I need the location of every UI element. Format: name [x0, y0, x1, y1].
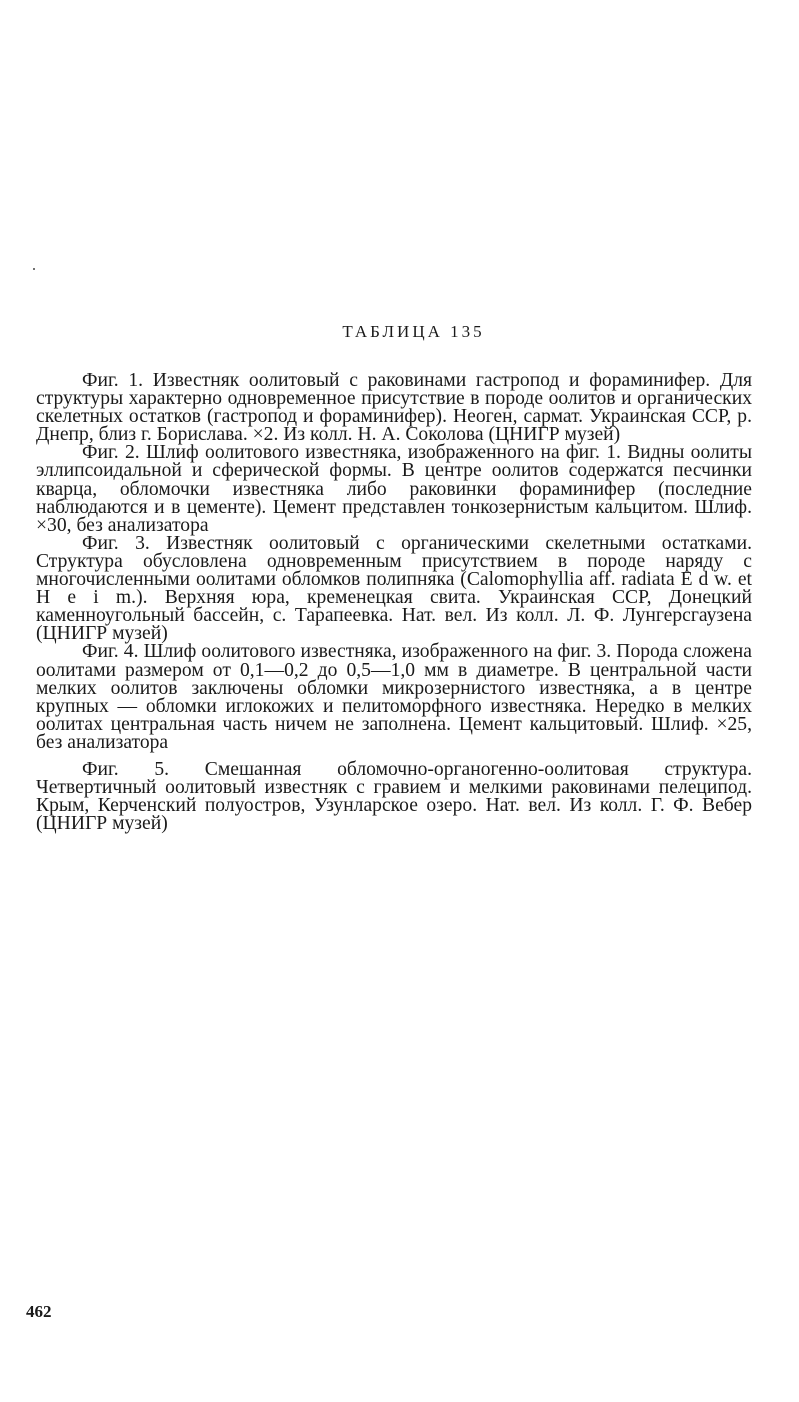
table-title: ТАБЛИЦА 135: [342, 322, 485, 341]
print-speck: [33, 268, 35, 270]
figure-caption-2: Фиг. 2. Шлиф оолитового известняка, изображенного на фиг. 1. Видны оолиты эллипсоидальной и сферической формы. В центре оолитов содержатся песчинки кварца, обломочки известняка либо раковинки фораминифер (последние наблюдаются и в цементе). Цемент представлен тонкозернистым кальцитом. Шлиф. ×30, без анализатора: [36, 442, 752, 536]
figure-captions: [36, 372, 752, 833]
figure-caption-4: Фиг. 4. Шлиф оолитового известняка, изображенного на фиг. 3. Порода сложена оолитами размером от 0,1—0,2 до 0,5—1,0 мм в диаметре. В центральной части мелких оолитов заключены обломки микрозернистого известняка, а в центре крупных — обломки иглокожих и пелитоморфного известняка. Нередко в мелких оолитах центральная часть ничем не заполнена. Цемент кальцитовый. Шлиф. ×25, без анализатора: [36, 641, 752, 753]
figure-caption-1: Фиг. 1. Известняк оолитовый с раковинами гастропод и фораминифер. Для структуры характерно одновременное присутствие в породе оолитов и органических скелетных остатков (гастропод и фораминифер). Неоген, сармат. Украинская ССР, р. Днепр, близ г. Борислава. ×2. Из колл. Н. А. Соколова (ЦНИГР музей): [36, 370, 752, 446]
figure-caption-3: Фиг. 3. Известняк оолитовый с органическими скелетными остатками. Структура обусловлена одновременным присутствием в породе наряду с многочисленными оолитами обломков полипняка (Calomophyllia aff. radiata E d w. et H e i m.). Верхняя юра, кременецкая свита. Украинская ССР, Донецкий каменноугольный бассейн, с. Тарапеевка. Нат. вел. Из колл. Л. Ф. Лунгерсгаузена (ЦНИГР музей): [36, 532, 752, 645]
figure-caption-5: Фиг. 5. Смешанная обломочно-органогенно-оолитовая структура. Четвертичный оолитовый известняк с гравием и мелкими раковинами пелеципод. Крым, Керченский полуостров, Узунларское озеро. Нат. вел. Из колл. Г. Ф. Вебер (ЦНИГР музей): [36, 758, 752, 835]
page-number: 462: [26, 1302, 52, 1321]
